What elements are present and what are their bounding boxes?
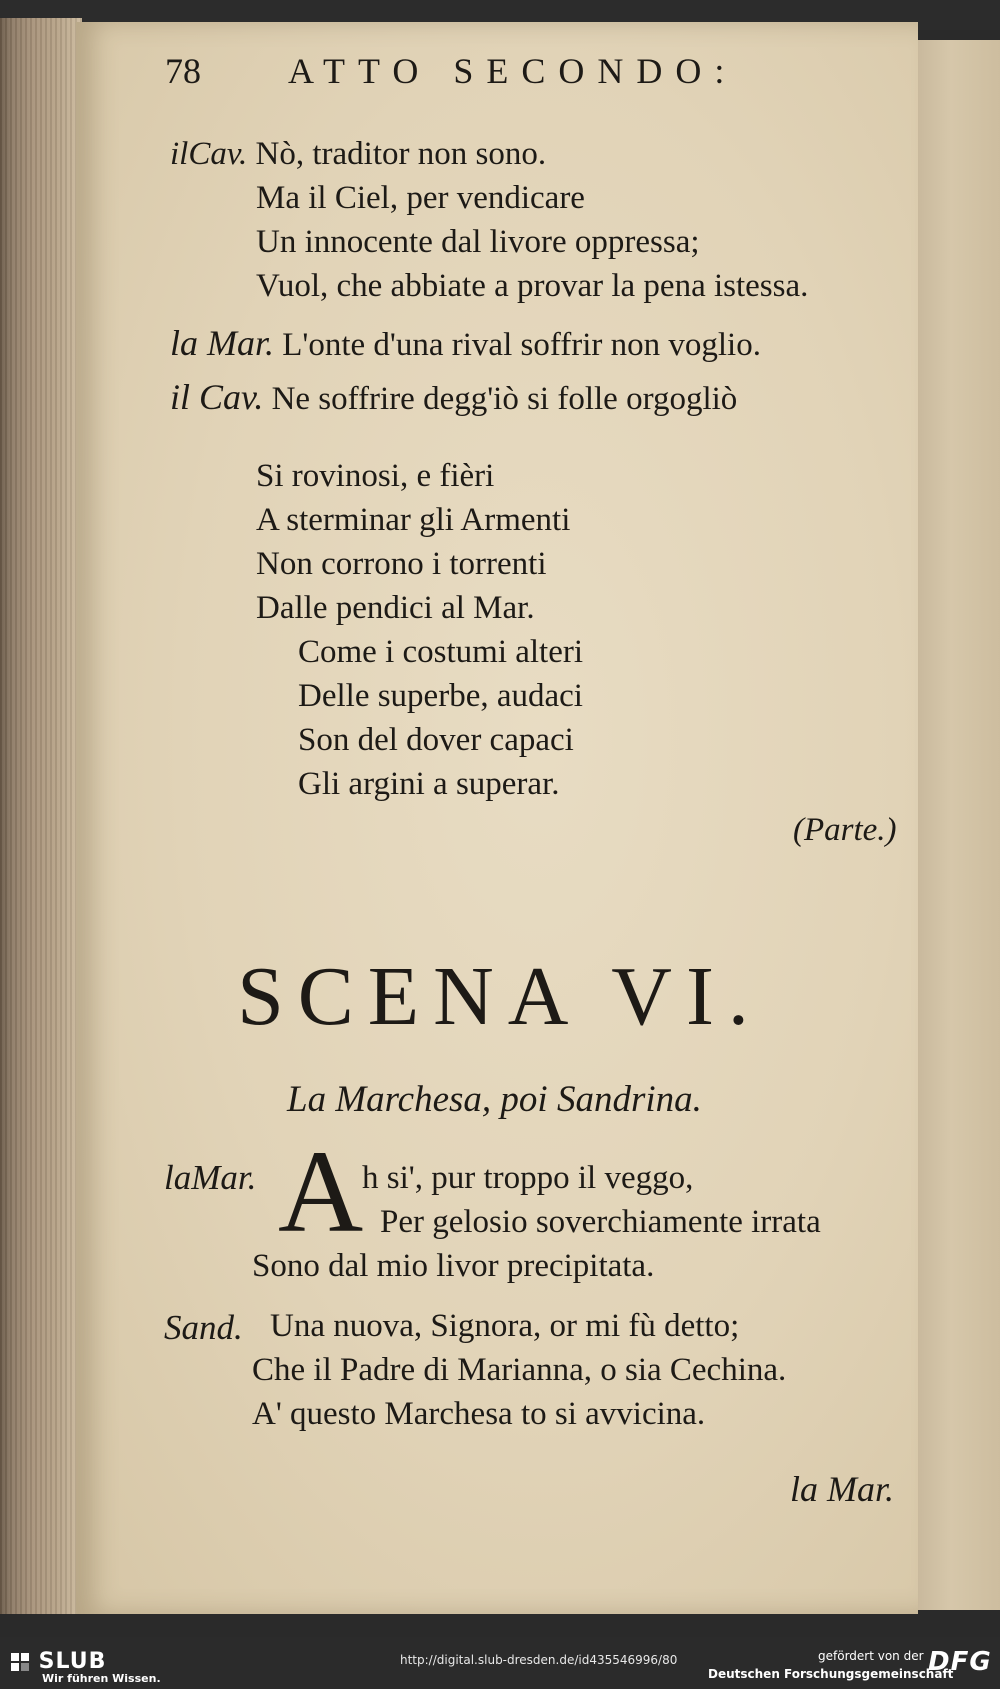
aria-line: Non corrono i torrenti — [256, 546, 547, 582]
aria-line: Dalle pendici al Mar. — [256, 590, 535, 626]
drop-cap: A — [278, 1126, 364, 1257]
scene-characters: La Marchesa, poi Sandrina. — [287, 1079, 702, 1120]
aria-line: Come i costumi alteri — [298, 634, 584, 670]
dfg-logo[interactable]: DFG — [928, 1647, 992, 1677]
dialogue-line: ilCav. Nò, traditor non sono. — [170, 136, 547, 172]
facing-page-edge — [918, 40, 1000, 1610]
dialogue-line: Vuol, che abbiate a provar la pena istessa. — [256, 268, 809, 304]
aria-line: A sterminar gli Armenti — [256, 502, 571, 538]
dialogue-line: A' questo Marchesa to si avvicina. — [252, 1396, 706, 1432]
dialogue-line: il Cav. Ne soffrire degg'iò si folle orgogliò — [170, 377, 738, 417]
page-number: 78 — [165, 51, 201, 91]
speaker-label: Sand. — [164, 1308, 243, 1347]
slub-tagline: Wir führen Wissen. — [42, 1672, 161, 1685]
speaker-label: la Mar. — [170, 323, 275, 363]
source-url-link[interactable]: http://digital.slub-dresden.de/id435546996/80 — [400, 1653, 678, 1667]
slub-logo[interactable]: SLUB — [10, 1649, 106, 1674]
aria-line: Son del dover capaci — [298, 722, 574, 758]
aria-line: Delle superbe, audaci — [298, 678, 583, 714]
dialogue-line: Per gelosio soverchiamente irrata — [380, 1204, 821, 1240]
funding-text: gefördert von der — [818, 1649, 924, 1663]
speaker-label: il Cav. — [170, 377, 264, 417]
dialogue-line: Sono dal mio livor precipitata. — [252, 1248, 655, 1284]
viewer-footer — [0, 1637, 1000, 1689]
aria-line: Gli argini a superar. — [298, 766, 560, 802]
aria-line: Si rovinosi, e fièri — [256, 458, 495, 494]
book-spine-edge — [0, 18, 82, 1614]
dialogue-line: la Mar. L'onte d'una rival soffrir non voglio. — [170, 323, 761, 363]
dialogue-line: Un innocente dal livore oppressa; — [256, 224, 700, 260]
catchword: la Mar. — [790, 1469, 895, 1509]
dialogue-line: Una nuova, Signora, or mi fù detto; — [270, 1308, 740, 1344]
stage-direction: (Parte.) — [793, 812, 897, 848]
dialogue-line: Che il Padre di Marianna, o sia Cechina. — [252, 1352, 787, 1388]
running-title: ATTO SECONDO: — [288, 51, 738, 91]
dialogue-line: h si', pur troppo il veggo, — [362, 1160, 694, 1196]
dialogue-line: Ma il Ciel, per vendicare — [256, 180, 585, 216]
speaker-label: ilCav. — [170, 136, 248, 172]
speaker-label: laMar. — [164, 1158, 257, 1197]
scene-title: SCENA VI. — [237, 950, 763, 1043]
slub-mark-icon — [10, 1652, 30, 1672]
funding-org-text: Deutschen Forschungsgemeinschaft — [708, 1667, 954, 1681]
